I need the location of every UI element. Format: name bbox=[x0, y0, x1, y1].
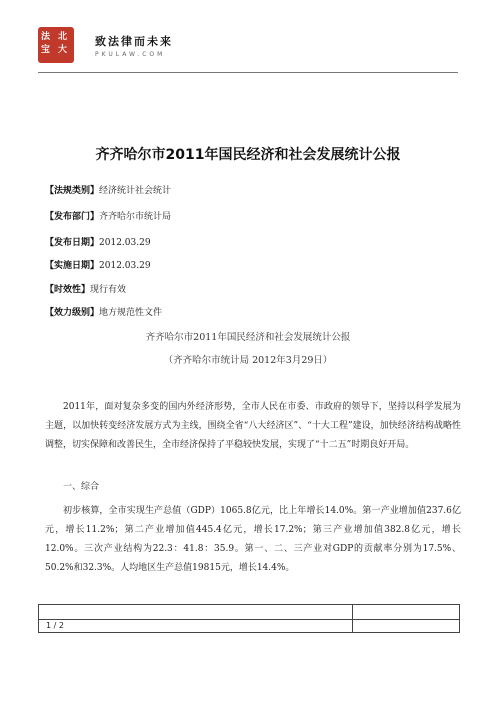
document-title: 齐齐哈尔市2011年国民经济和社会发展统计公报 bbox=[95, 147, 401, 163]
logo-char: 宝 bbox=[41, 45, 51, 55]
meta-value: 地方规范性文件 bbox=[99, 308, 163, 318]
meta-key: 【效力级别】 bbox=[45, 308, 100, 318]
meta-key: 【实施日期】 bbox=[45, 261, 100, 271]
header-divider bbox=[38, 72, 458, 73]
meta-key: 【法规类别】 bbox=[45, 186, 100, 196]
logo-char: 大 bbox=[58, 45, 68, 55]
footer-divider bbox=[352, 605, 353, 632]
header-slogan: 致法律而未来 bbox=[95, 35, 173, 48]
page-number: 1 / 2 bbox=[46, 621, 64, 630]
meta-department bbox=[45, 209, 171, 222]
section-heading: 一、综合 bbox=[63, 482, 100, 492]
logo-char: 北 bbox=[58, 32, 68, 42]
meta-value: 经济统计社会统计 bbox=[99, 186, 172, 196]
meta-key: 【时效性】 bbox=[45, 285, 91, 295]
header-site: PKULAW.COM bbox=[95, 51, 166, 58]
page-footer bbox=[38, 604, 460, 633]
meta-validity bbox=[45, 282, 126, 295]
meta-publish-date bbox=[45, 235, 151, 248]
meta-level bbox=[45, 305, 162, 318]
document-subtitle: 齐齐哈尔市2011年国民经济和社会发展统计公报 bbox=[145, 332, 351, 343]
footer-row bbox=[39, 605, 459, 620]
meta-key: 【发布部门】 bbox=[45, 212, 100, 222]
logo bbox=[38, 27, 82, 67]
meta-effective-date bbox=[45, 258, 151, 271]
meta-value: 2012.03.29 bbox=[99, 261, 151, 271]
logo-char: 法 bbox=[41, 32, 51, 42]
meta-key: 【发布日期】 bbox=[45, 238, 100, 248]
document-issuer: （齐齐哈尔市统计局 2012年3月29日） bbox=[163, 355, 333, 366]
meta-category bbox=[45, 183, 171, 196]
meta-value: 2012.03.29 bbox=[99, 238, 151, 248]
body-paragraph: 初步核算，全市实现生产总值（GDP）1065.8亿元，比上年增长14.0%。第一产业增加值237.6亿元，增长11.2%；第二产业增加值445.4亿元，增长17.2%；第三产业增加值382.8亿元，增长12.0%。三次产业结构为22.3：41.8：35.9。第一、二、三产业对GDP的贡献率分别为17.5%、50.2%和32.3%。人均地区生产总值19815元，增长14.4%。 bbox=[45, 506, 461, 573]
meta-value: 齐齐哈尔市统计局 bbox=[99, 212, 172, 222]
intro-paragraph: 2011年，面对复杂多变的国内外经济形势，全市人民在市委、市政府的领导下，坚持以科学发展为主题，以加快转变经济发展方式为主线，围绕全省“八大经济区”、“十大工程”建设，加快经济结构战略性调整，切实保障和改善民生，全市经济保持了平稳较快发展，实现了“十二五”时期良好开局。 bbox=[45, 402, 461, 450]
meta-value: 现行有效 bbox=[90, 285, 127, 295]
logo-mark bbox=[38, 27, 74, 63]
